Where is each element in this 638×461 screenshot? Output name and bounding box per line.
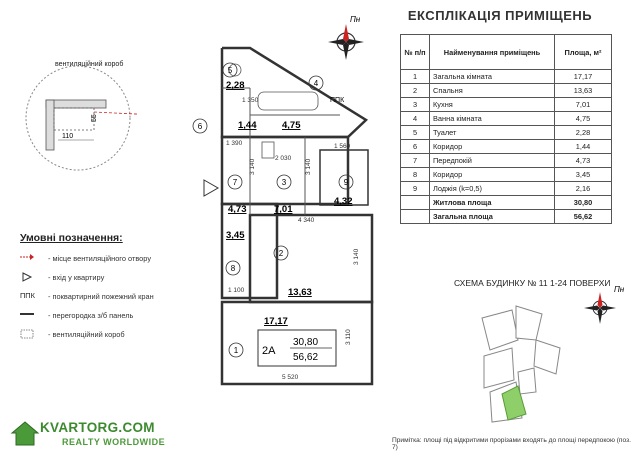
vent-detail-label: вентиляційний короб [55,61,124,68]
floor-plan [190,40,400,395]
room-area-6: 1,44 [238,120,257,131]
cell-num: 9 [401,182,430,196]
header-area: Площа, м² [555,35,612,70]
dim-1560: 1 560 [334,143,351,150]
header-name: Найменування приміщень [430,35,555,70]
table-row [401,112,612,126]
legend-title: Умовні позначення: [20,232,123,244]
cell-num: 6 [401,140,430,154]
table-row [401,98,612,112]
cell-name: Спальня [430,84,555,98]
cell-area: 1,44 [555,140,612,154]
plan-note: Примітка: площі під відкритими прорізами входять до площі передпокою (поз. 7) [392,437,631,451]
room-area-4: 4,75 [282,120,301,131]
cell-area: 2,28 [555,126,612,140]
dim-3140-a: 3 140 [249,158,256,175]
house-logo-icon [10,418,40,448]
room-num-3: 3 [281,178,287,187]
building-schema [470,300,565,425]
room-num-5: 5 [227,66,233,75]
ppk-text: ППК [20,291,35,300]
table-body [401,70,612,224]
table-row [401,70,612,84]
vent-detail [18,60,138,180]
room-num-6: 6 [197,122,203,131]
cell-name: Коридор [430,140,555,154]
apt-living: 30,80 [293,337,319,348]
vent-duct-icon [20,329,34,341]
cell-area: 4,73 [555,154,612,168]
cell-area: 2,16 [555,182,612,196]
room-num-4: 4 [313,79,319,88]
watermark-line2: REALTY WORLDWIDE [62,437,166,447]
cell-empty [401,210,430,224]
cell-label: Житлова площа [430,196,555,210]
room-area-2: 13,63 [288,287,312,298]
legend-item-label: - поквартирний пожежний кран [48,292,154,301]
cell-num: 4 [401,112,430,126]
dim-4340: 4 340 [298,217,315,224]
cell-value: 30,80 [555,196,612,210]
legend-item-label: - перегородка з/б панель [48,311,134,320]
dim-3140-b: 3 140 [305,158,312,175]
dim-3110: 3 110 [345,329,352,345]
table-row [401,140,612,154]
living-area-row [401,196,612,210]
legend-item-label: - місце вентиляційного отвору [48,254,152,263]
apt-total: 56,62 [293,352,319,363]
table-row [401,126,612,140]
cell-name: Коридор [430,168,555,182]
cell-num: 3 [401,98,430,112]
ppk-label: ППК [330,97,345,104]
cell-name: Загальна кімната [430,70,555,84]
compass-label-bottom: Пн [614,285,625,294]
legend-item-label: - вхід у квартиру [48,273,105,282]
room-num-8: 8 [230,264,236,273]
cell-area: 4,75 [555,112,612,126]
cell-name: Кухня [430,98,555,112]
cell-area: 13,63 [555,84,612,98]
room-area-7: 4,73 [228,204,247,215]
dim-1390: 1 390 [226,140,243,147]
cell-num: 8 [401,168,430,182]
vent-hole-icon [20,253,34,263]
room-area-1: 17,17 [264,316,288,327]
watermark-line1: KVARTORG.COM [40,420,155,435]
room-area-5: 2,28 [226,80,245,91]
header-num: № п/п [401,35,430,70]
cell-empty [401,196,430,210]
partition-line-icon [20,310,34,319]
room-area-8: 3,45 [226,230,245,241]
explication-title: ЕКСПЛІКАЦІЯ ПРИМІЩЕНЬ [407,8,593,23]
compass-label: Пн [350,15,361,24]
cell-area: 7,01 [555,98,612,112]
vent-dim-b: 55 [91,114,98,122]
legend-item-label: - вентиляційний короб [48,330,125,339]
cell-num: 5 [401,126,430,140]
room-area-3: 7,01 [274,204,293,215]
cell-area: 17,17 [555,70,612,84]
cell-value: 56,62 [555,210,612,224]
apt-type: 2А [262,345,276,357]
cell-num: 7 [401,154,430,168]
table-row [401,84,612,98]
cell-num: 1 [401,70,430,84]
room-area-9: 4,32 [334,196,353,207]
cell-area: 3,45 [555,168,612,182]
dim-1350: 1 350 [242,97,259,104]
cell-name: Туалет [430,126,555,140]
room-num-2: 2 [278,249,284,258]
dim-3140-c: 3 140 [353,248,360,265]
vent-dim-a: 110 [62,133,74,140]
dim-5520: 5 520 [282,374,299,381]
room-num-7: 7 [232,178,238,187]
dim-1100: 1 100 [228,287,245,294]
cell-name: Передпокій [430,154,555,168]
table-row [401,154,612,168]
table-row [401,168,612,182]
compass-bottom [580,284,630,334]
schema-title: СХЕМА БУДИНКУ № 11 1-24 ПОВЕРХИ [454,278,611,288]
room-num-1: 1 [233,346,239,355]
cell-num: 2 [401,84,430,98]
cell-name: Лоджія (k=0,5) [430,182,555,196]
entrance-icon [20,272,34,284]
compass-rose-icon [584,292,616,324]
total-area-row [401,210,612,224]
table-header-row [401,35,612,70]
dim-2030: 2 030 [275,155,292,162]
cell-name: Ванна кімната [430,112,555,126]
table-row [401,182,612,196]
room-num-9: 9 [343,178,349,187]
cell-label: Загальна площа [430,210,555,224]
explication-table [400,34,612,224]
